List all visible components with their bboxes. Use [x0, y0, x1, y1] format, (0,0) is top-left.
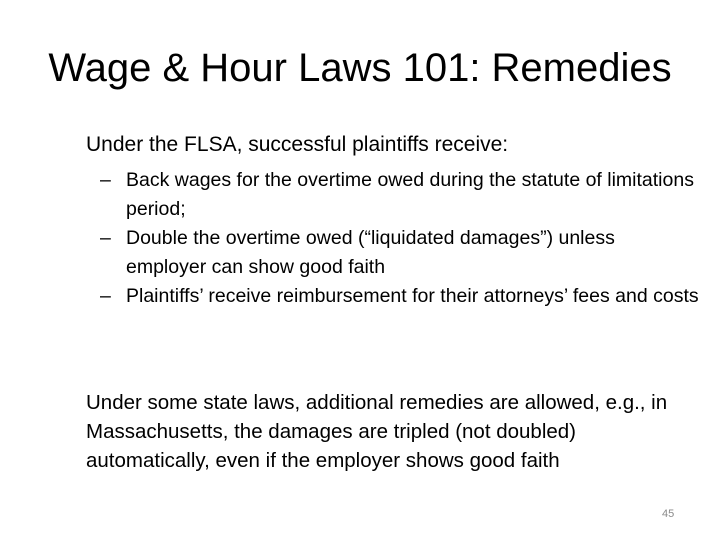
dash-bullet-icon: –: [100, 227, 111, 249]
dash-bullet-icon: –: [100, 169, 111, 191]
bullet-text: Plaintiffs’ receive reimbursement for their attorneys’ fees and costs: [126, 285, 699, 307]
closing-paragraph: Under some state laws, additional remedies are allowed, e.g., in Massachusetts, the damages are tripled (not doubled) automatically, even if the employer shows good faith: [86, 391, 668, 472]
page-number: 45: [662, 508, 675, 520]
bullet-item-attorney-fees: [100, 282, 700, 311]
bullet-text: Double the overtime owed (“liquidated damages”) unless employer can show good faith: [126, 227, 615, 278]
bullet-item-back-wages: [100, 166, 700, 224]
dash-bullet-icon: –: [100, 285, 111, 307]
bullet-text: Back wages for the overtime owed during the statute of limitations period;: [126, 169, 694, 220]
slide-title: Wage & Hour Laws 101: Remedies: [48, 46, 672, 90]
bullet-list: [100, 166, 700, 311]
bullet-item-double-overtime: [100, 224, 700, 282]
intro-text: Under the FLSA, successful plaintiffs receive:: [86, 133, 509, 156]
